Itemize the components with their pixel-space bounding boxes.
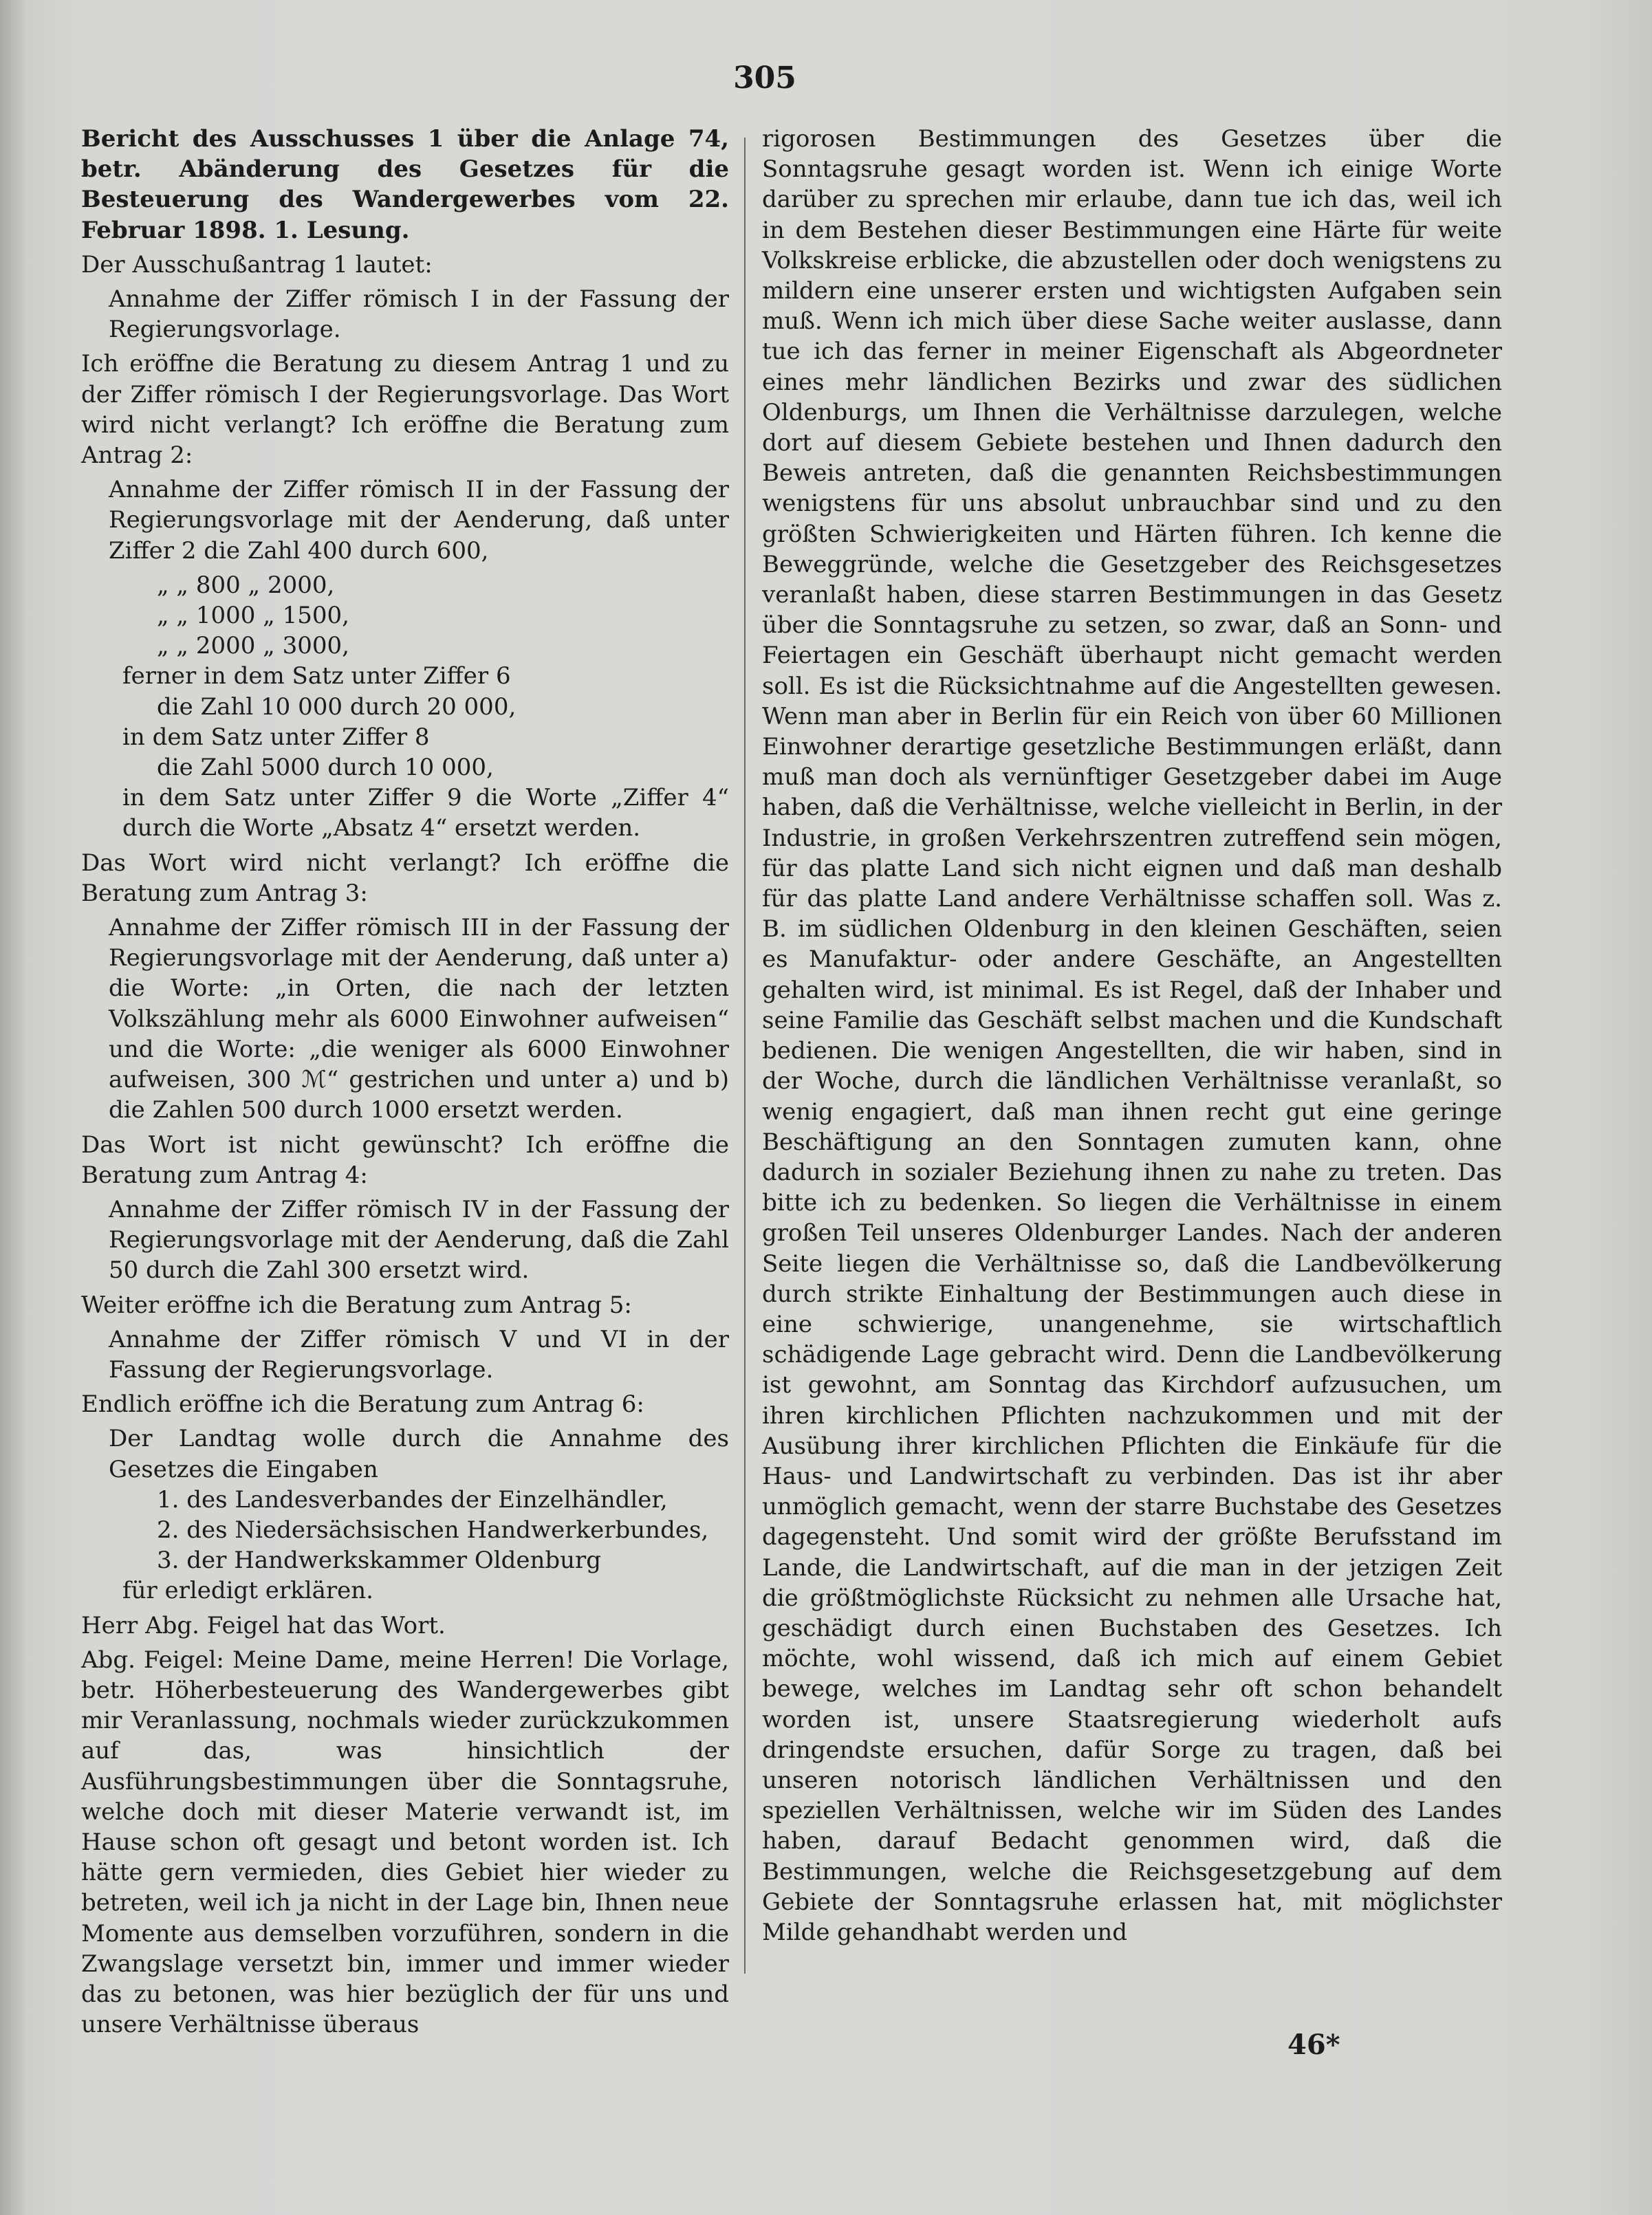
- report-heading: Bericht des Ausschusses 1 über die Anlage 74, betr. Abänderung des Gesetzes für die Besteuerung des Wandergewerbes vom 22. Februar 1898. 1. Lesung.: [81, 125, 729, 244]
- motion-text: Annahme der Ziffer römisch IV in der Fassung der Regierungsvorlage mit der Aenderung, daß die Zahl 50 durch die Zahl 300 ersetzt wird.: [109, 1195, 729, 1285]
- speech-paragraph: Abg. Feigel: Meine Dame, meine Herren! Die Vorlage, betr. Höherbesteuerung des Wandergewerbes gibt mir Veranlassung, nochmals wieder zurückzukommen auf das, was hinsichtlich der Ausführungsbestimmungen über die Sonntagsruhe, welche doch mit dieser Materie verwandt ist, im Hause schon oft gesagt und betont worden ist. Ich hätte gern vermieden, dies Gebiet hier wieder zu betreten, weil ich ja nicht in der Lage bin, Ihnen neue Momente aus demselben vorzuführen, sondern in die Zwangslage versetzt bin, immer und immer wieder das zu betonen, was hier bezüglich der für uns und unsere Verhältnisse überaus: [81, 1646, 729, 2039]
- motion-text: in dem Satz unter Ziffer 9 die Worte „Ziffer 4“ durch die Worte „Absatz 4“ ersetzt werden.: [122, 784, 729, 842]
- number-line: die Zahl 5000 durch 10 000,: [157, 754, 494, 782]
- motion-text: Annahme der Ziffer römisch III in der Fassung der Regierungsvorlage mit der Aenderung, daß unter a) die Worte: „in Orten, die nach der letzten Volkszählung mehr als 6000 Einwohner aufweisen“ und die Worte: „die weniger als 6000 Einwohner aufweisen, 300 ℳ“ gestrichen und unter a) und b) die Zahlen 500 durch 1000 ersetzt werden.: [109, 914, 729, 1124]
- paragraph: Das Wort wird nicht verlangt? Ich eröffne die Beratung zum Antrag 3:: [81, 849, 729, 907]
- number-line: „ „ 2000 „ 3000,: [157, 632, 349, 660]
- paragraph: Herr Abg. Feigel hat das Wort.: [81, 1611, 446, 1639]
- page-number: 305: [733, 61, 796, 96]
- signature-mark: 46*: [1287, 2029, 1340, 2061]
- right-column: [762, 124, 1502, 1952]
- paragraph: Das Wort ist nicht gewünscht? Ich eröffne die Beratung zum Antrag 4:: [81, 1131, 729, 1189]
- motion-text: Annahme der Ziffer römisch II in der Fassung der Regierungsvorlage mit der Aenderung, daß unter Ziffer 2 die Zahl 400 durch 600,: [109, 476, 729, 565]
- motion-text: Annahme der Ziffer römisch I in der Fassung der Regierungsvorlage.: [109, 285, 729, 344]
- paragraph: Weiter eröffne ich die Beratung zum Antrag 5:: [81, 1291, 632, 1319]
- paragraph: Endlich eröffne ich die Beratung zum Antrag 6:: [81, 1390, 644, 1419]
- column-divider: [744, 138, 746, 1974]
- motion-text: Der Landtag wolle durch die Annahme des Gesetzes die Eingaben: [109, 1425, 729, 1483]
- list-item: 2. des Niedersächsischen Handwerkerbundes,: [157, 1516, 709, 1544]
- number-line: die Zahl 10 000 durch 20 000,: [157, 692, 517, 721]
- number-line: „ „ 800 „ 2000,: [157, 571, 335, 599]
- motion-text: Annahme der Ziffer römisch V und VI in der Fassung der Regierungsvorlage.: [109, 1325, 729, 1384]
- number-line: „ „ 1000 „ 1500,: [157, 602, 349, 630]
- motion-text: für erledigt erklären.: [122, 1577, 373, 1605]
- speech-paragraph: rigorosen Bestimmungen des Gesetzes über die Sonntagsruhe gesagt worden ist. Wenn ich einige Worte darüber zu sprechen mir erlaube, dann tue ich das, weil ich in dem Bestehen dieser Bestimmungen eine Härte für weite Volkskreise erblicke, die abzustellen oder doch wenigstens zu mildern eine unserer ersten und wichtigsten Aufgaben sein muß. Wenn ich mich über diese Sache weiter auslasse, dann tue ich das ferner in meiner Eigenschaft als Abgeordneter eines mehr ländlichen Bezirks und zwar des südlichen Oldenburgs, um Ihnen die Verhältnisse darzulegen, welche dort auf diesem Gebiete bestehen und Ihnen dadurch den Beweis antreten, daß die genannten Reichsbestimmungen wenigstens für uns absolut unbrauchbar sind und zu den größten Schwierigkeiten und Härten führen. Ich kenne die Beweggründe, welche die Gesetzgeber des Reichsgesetzes veranlaßt haben, diese starren Bestimmungen in das Gesetz über die Sonntagsruhe zu setzen, so zwar, daß an Sonn- und Feiertagen ein Geschäft überhaupt nicht gemacht werden soll. Es ist die Rücksichtnahme auf die Angestellten gewesen. Wenn man aber in Berlin für ein Reich von über 60 Millionen Einwohner derartige gesetzliche Bestimmungen erläßt, dann muß man doch als vernünftiger Gesetzgeber dabei im Auge haben, daß die Verhältnisse, welche vielleicht in Berlin, in der Industrie, in großen Verkehrszentren zutreffend sein mögen, für das platte Land sich nicht eignen und daß man deshalb für das platte Land andere Verhältnisse schaffen soll. Was z. B. im südlichen Oldenburg in den kleinen Geschäften, seien es Manufaktur- oder andere Geschäfte, an Angestellten gehalten wird, ist minimal. Es ist Regel, daß der Inhaber und seine Familie das Geschäft selbst machen und die Kundschaft bedienen. Die wenigen Angestellten, die wir haben, sind in der Woche, durch die ländlichen Verhältnisse veranlaßt, so wenig engagiert, daß man ihnen recht gut eine geringe Beschäftigung an den Sonntagen zumuten kann, ohne dadurch in sozialer Beziehung ihnen zu nahe zu treten. Das bitte ich zu bedenken. So liegen die Verhältnisse in einem großen Teil unseres Oldenburger Landes. Nach der anderen Seite liegen die Verhältnisse so, daß die Landbevölkerung durch strikte Einhaltung der Bestimmungen auch diese in eine schwierige, unangenehme, sie wirtschaftlich schädigende Lage gebracht wird. Denn die Landbevölkerung ist gewohnt, am Sonntag das Kirchdorf aufzusuchen, um ihren kirchlichen Pflichten nachzukommen und mit der Ausübung ihrer kirchlichen Pflichten die Einkäufe für die Haus- und Landwirtschaft zu verbinden. Das ist ihr aber unmöglich gemacht, wenn der starre Buchstabe des Gesetzes dagegensteht. Und somit wird der größte Berufsstand im Lande, die Landwirtschaft, auf die man in der jetzigen Zeit die größtmöglichste Rücksicht zu nehmen alle Ursache hat, geschädigt durch einen Buchstaben des Gesetzes. Ich möchte, wohl wissend, daß ich mich auf einem Gebiet bewege, welches im Landtag sehr oft schon behandelt worden ist, unsere Staatsregierung wiederholt aufs dringendste ersuchen, dafür Sorge zu tragen, daß bei unseren notorisch ländlichen Verhältnissen und den speziellen Verhältnissen, welche wir im Süden des Landes haben, darauf Bedacht genommen wird, daß die Bestimmungen, welche die Reichsgesetzgebung auf dem Gebiete der Sonntagsruhe erlassen hat, mit möglichster Milde gehandhabt werden und: [762, 125, 1502, 1946]
- paragraph: Der Ausschußantrag 1 lautet:: [81, 250, 433, 279]
- list-item: 1. des Landesverbandes der Einzelhändler,: [157, 1485, 668, 1514]
- paragraph: Ich eröffne die Beratung zu diesem Antrag 1 und zu der Ziffer römisch I der Regierungsvorlage. Das Wort wird nicht verlangt? Ich eröffne die Beratung zum Antrag 2:: [81, 350, 729, 470]
- left-column: [81, 124, 729, 2044]
- list-item: 3. der Handwerkskammer Oldenburg: [157, 1547, 602, 1575]
- number-line: in dem Satz unter Ziffer 8: [122, 723, 430, 751]
- number-line: ferner in dem Satz unter Ziffer 6: [122, 662, 511, 690]
